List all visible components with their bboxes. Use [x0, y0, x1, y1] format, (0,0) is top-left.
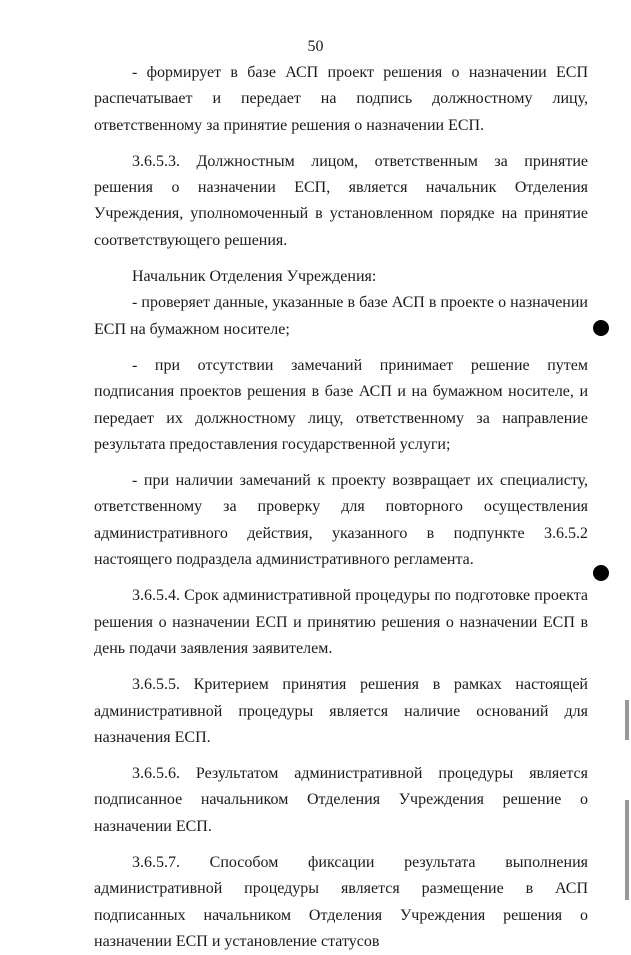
punch-hole-top	[593, 320, 609, 336]
scan-edge-mark	[625, 700, 629, 740]
page-number: 50	[307, 38, 324, 55]
paragraph-3-6-5-3: 3.6.5.3. Должностным лицом, ответственным за принятие решения о назначении ЕСП, является начальник Отделения Учреждения, уполномоченный в установленном порядке на принятие соответствующего решения.	[94, 152, 588, 249]
paragraph-with-remarks: - при наличии замечаний к проекту возвращает их специалисту, ответственному за проверку для повторного осуществления административного действия, указанного в подпункте 3.6.5.2 настоящего подраздела административного регламента.	[94, 472, 588, 569]
paragraph-3-6-5-7: 3.6.5.7. Способом фиксации результата выполнения административной процедуры является размещение в АСП подписанных начальником Отделения Учреждения решения о назначении ЕСП и установление статусов	[94, 854, 588, 950]
paragraph-3-6-5-4: 3.6.5.4. Срок административной процедуры по подготовке проекта решения о назначении ЕСП и принятию решения о назначении ЕСП в день подачи заявления заявителем.	[94, 587, 588, 657]
document-body	[94, 60, 588, 955]
punch-hole-bottom	[593, 565, 609, 581]
paragraph-no-remarks: - при отсутствии замечаний принимает решение путем подписания проектов решения в базе АСП и на бумажном носителе, и передает их должностному лицу, ответственному за направление результата предоставления государственной услуги;	[94, 356, 588, 453]
scan-edge-mark	[625, 800, 629, 900]
paragraph-3-6-5-5: 3.6.5.5. Критерием принятия решения в рамках настоящей административной процедуры является наличие оснований для назначения ЕСП.	[94, 676, 588, 746]
paragraph-3-6-5-6: 3.6.5.6. Результатом административной процедуры является подписанное начальником Отделения Учреждения решение о назначении ЕСП.	[94, 765, 588, 835]
paragraph-check-data: - проверяет данные, указанные в базе АСП в проекте о назначении ЕСП на бумажном носителе;	[94, 294, 588, 338]
paragraph-head-title: Начальник Отделения Учреждения:	[132, 268, 377, 286]
paragraph-1: - формирует в базе АСП проект решения о назначении ЕСП распечатывает и передает на подпись должностному лицу, ответственному за принятие решения о назначении ЕСП.	[94, 64, 588, 134]
